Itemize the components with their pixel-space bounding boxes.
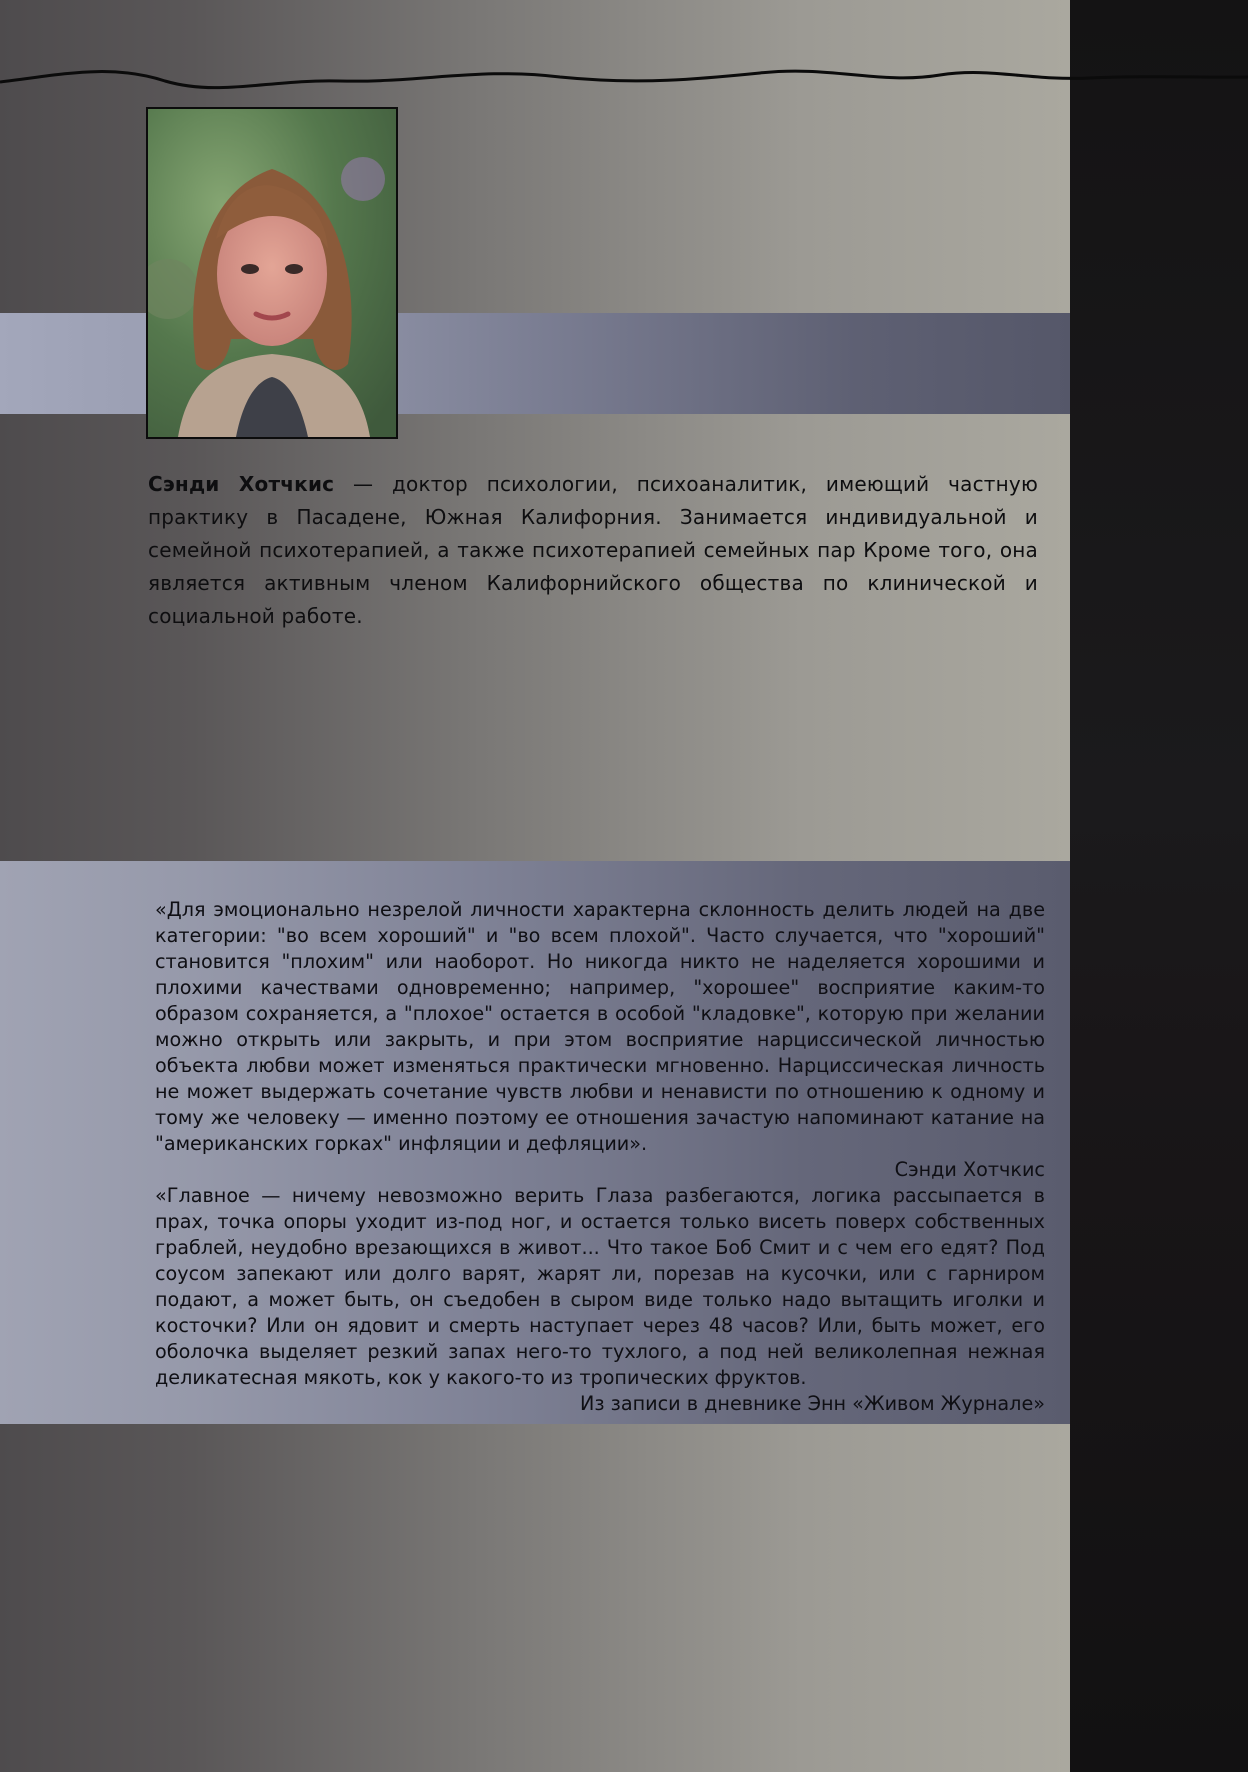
quote-paragraph: «Для эмоционально незрелой личности характерна склонность делить людей на две категории: "во всем хороший" и "во всем плохой". Часто случается, что "хороший" становится "плохим" или наоборот. Но никогда никто не наделяется хорошими и плохими качествами одновременно; например, "хорошее" восприятие каким-то образом сохраняется, а "плохое" остается в особой "кладовке", которую при желании можно открыть или закрыть, и при этом восприятие нарциссической личностью объекта любви может изменяться практически мгновенно. Нарциссическая личность не может выдержать сочетание чувств любви и ненависти по отношению к одному и тому же человеку — именно поэтому ее отношения зачастую напоминают катание на "американских горках" инфляции и дефляции». (155, 898, 1045, 1155)
author-photo (146, 107, 398, 439)
quote-attribution: Из записи в дневнике Энн «Живом Журнале» (580, 1392, 1045, 1415)
quote-paragraph: «Главное — ничему невозможно верить Глаза разбегаются, логика рассыпается в прах, точка опоры уходит из-под ног, и остается только висеть поверх собственных граблей, неудобно врезающихся в живот... Что такое Боб Смит и с чем его едят? Под соусом запекают или долго варят, жарят ли, порезав на кусочки, или с гарниром подают, а может быть, он съедобен в сыром виде только надо вытащить иголки и косточки? Или он ядовит и смерть наступает через 48 часов? Или, быть может, его оболочка выделяет резкий запах него-то тухлого, а под ней великолепная нежная деликатесная мякоть, кок у какого-то из тропических фруктов. (155, 1184, 1045, 1389)
author-bio-text: — доктор психологии, психоаналитик, имеющий частную практику в Пасадене, Южная Калифорния. Занимается индивидуальной и семейной психотерапией, а также психотерапией семейных пар Кроме того, она является активным членом Калифорнийского общества по клинической и социальной работе. (148, 472, 1038, 628)
author-name: Сэнди Хотчкис (148, 472, 335, 496)
quote-attribution: Сэнди Хотчкис (894, 1158, 1045, 1181)
author-bio (148, 468, 1038, 633)
portrait-icon (148, 109, 396, 437)
decorative-wave-line (0, 55, 1248, 105)
cover-spine (1070, 0, 1248, 1772)
